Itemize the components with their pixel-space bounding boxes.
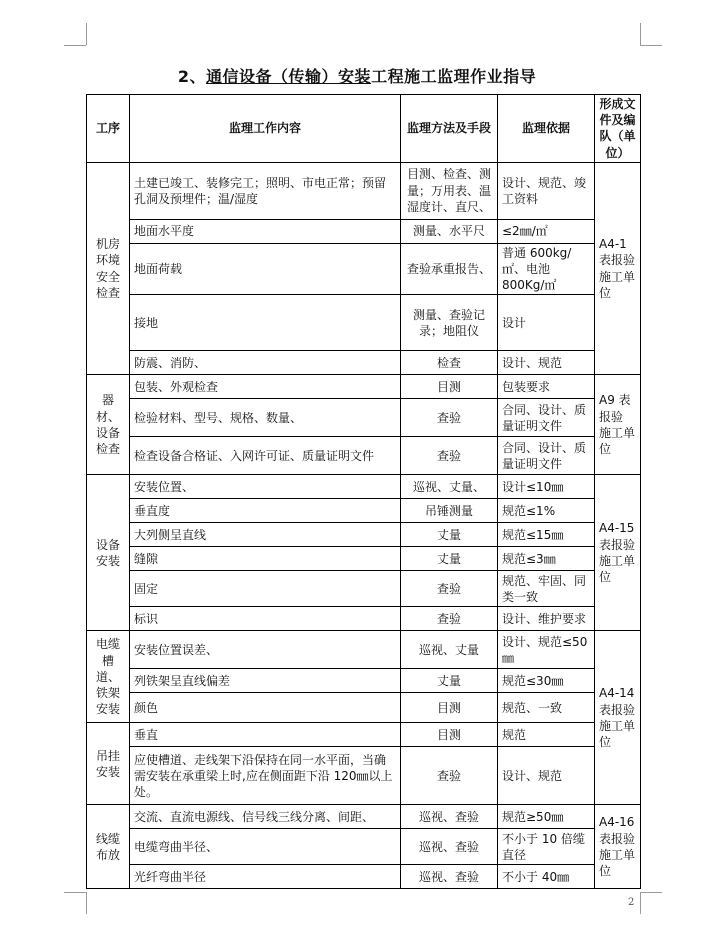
process-cell: 器材、设备检查 bbox=[87, 375, 130, 475]
table-row bbox=[87, 693, 641, 723]
crop-mark bbox=[64, 45, 86, 46]
crop-mark bbox=[640, 892, 641, 914]
content-cell: 大列侧呈直线 bbox=[130, 523, 401, 547]
process-cell: 吊挂安装 bbox=[87, 723, 130, 805]
method-cell: 丈量 bbox=[401, 523, 498, 547]
title-underlined: 通信设备（传输）安装 bbox=[206, 67, 372, 86]
method-cell: 测量、查验记录；地阻仪 bbox=[401, 295, 498, 351]
header-row bbox=[87, 95, 641, 163]
basis-cell: 规范 bbox=[498, 723, 595, 747]
content-cell: 包装、外观检查 bbox=[130, 375, 401, 399]
crop-mark bbox=[640, 23, 641, 45]
basis-cell: 规范≤30㎜ bbox=[498, 669, 595, 693]
method-cell: 目测 bbox=[401, 375, 498, 399]
method-cell: 巡视、查验 bbox=[401, 865, 498, 889]
method-cell: 巡视、丈量、 bbox=[401, 475, 498, 499]
content-cell: 应使槽道、走线架下沿保持在同一水平面，当确需安装在承重梁上时,应在侧面距下沿 120㎜以上处。 bbox=[130, 747, 401, 805]
basis-cell: 合同、设计、质量证明文件 bbox=[498, 399, 595, 437]
basis-cell: ≤2㎜/㎡ bbox=[498, 219, 595, 243]
method-cell: 查验 bbox=[401, 571, 498, 607]
table-row bbox=[87, 351, 641, 375]
crop-mark bbox=[86, 892, 87, 914]
basis-cell: 设计、维护要求 bbox=[498, 607, 595, 631]
basis-cell: 设计、规范 bbox=[498, 351, 595, 375]
content-cell: 电缆弯曲半径、 bbox=[130, 829, 401, 865]
content-cell: 防震、消防、 bbox=[130, 351, 401, 375]
table-row bbox=[87, 829, 641, 865]
table-row bbox=[87, 219, 641, 243]
form-cell: A9 表报验 施工单位 bbox=[595, 375, 641, 475]
method-cell: 查验 bbox=[401, 607, 498, 631]
table-row bbox=[87, 865, 641, 889]
table-row bbox=[87, 571, 641, 607]
header-process: 工序 bbox=[87, 95, 130, 163]
basis-cell: 普通 600kg/㎡、电池 800Kg/㎡ bbox=[498, 243, 595, 295]
basis-cell: 规范≥50㎜ bbox=[498, 805, 595, 829]
content-cell: 安装位置误差、 bbox=[130, 631, 401, 669]
content-cell: 光纤弯曲半径 bbox=[130, 865, 401, 889]
basis-cell: 规范、一致 bbox=[498, 693, 595, 723]
table-row bbox=[87, 723, 641, 747]
process-cell: 线缆布放 bbox=[87, 805, 130, 889]
form-cell: A4-16 表报验 施工单位 bbox=[595, 805, 641, 889]
basis-cell: 规范≤15㎜ bbox=[498, 523, 595, 547]
table-row bbox=[87, 523, 641, 547]
method-cell: 丈量 bbox=[401, 547, 498, 571]
header-form: 形成文件及编队（单位） bbox=[595, 95, 641, 163]
basis-cell: 设计、规范≤50㎜ bbox=[498, 631, 595, 669]
method-cell: 巡视、查验 bbox=[401, 829, 498, 865]
table-row bbox=[87, 162, 641, 219]
table-row bbox=[87, 295, 641, 351]
supervision-table bbox=[86, 94, 648, 889]
basis-cell: 设计、规范 bbox=[498, 747, 595, 805]
content-cell: 接地 bbox=[130, 295, 401, 351]
method-cell: 巡视、丈量 bbox=[401, 631, 498, 669]
content-cell: 颜色 bbox=[130, 693, 401, 723]
basis-cell: 合同、设计、质量证明文件 bbox=[498, 437, 595, 475]
process-cell: 设备安装 bbox=[87, 475, 130, 631]
method-cell: 吊锤测量 bbox=[401, 499, 498, 523]
content-cell: 地面荷载 bbox=[130, 243, 401, 295]
table-row bbox=[87, 547, 641, 571]
content-cell: 安装位置、 bbox=[130, 475, 401, 499]
process-cell: 电缆槽道、铁架安装 bbox=[87, 631, 130, 723]
basis-cell: 包装要求 bbox=[498, 375, 595, 399]
content-cell: 垂直度 bbox=[130, 499, 401, 523]
crop-mark bbox=[64, 892, 86, 893]
process-cell: 机房环境安全检查 bbox=[87, 162, 130, 375]
method-cell: 目测 bbox=[401, 723, 498, 747]
basis-cell: 设计、规范、竣工资料 bbox=[498, 162, 595, 219]
title-prefix: 2、 bbox=[177, 67, 207, 86]
form-cell: A4-14 表报验 施工单位 bbox=[595, 631, 641, 805]
form-cell: A4-15 表报验 施工单位 bbox=[595, 475, 641, 631]
page-number: 2 bbox=[628, 897, 635, 908]
table-row bbox=[87, 243, 641, 295]
crop-mark bbox=[640, 45, 662, 46]
table-row bbox=[87, 747, 641, 805]
header-method: 监理方法及手段 bbox=[401, 95, 498, 163]
method-cell: 查验 bbox=[401, 437, 498, 475]
basis-cell: 不小于 10 倍缆直径 bbox=[498, 829, 595, 865]
content-cell: 缝隙 bbox=[130, 547, 401, 571]
content-cell: 检验材料、型号、规格、数量、 bbox=[130, 399, 401, 437]
table-row bbox=[87, 631, 641, 669]
method-cell: 巡视、查验 bbox=[401, 805, 498, 829]
content-cell: 地面水平度 bbox=[130, 219, 401, 243]
table-row bbox=[87, 805, 641, 829]
crop-mark bbox=[640, 892, 662, 893]
basis-cell: 规范≤3㎜ bbox=[498, 547, 595, 571]
method-cell: 检查 bbox=[401, 351, 498, 375]
content-cell: 土建已竣工、装修完工；照明、市电正常；预留孔洞及预埋件；温/湿度 bbox=[130, 162, 401, 219]
basis-cell: 规范、牢固、同类一致 bbox=[498, 571, 595, 607]
table-row bbox=[87, 399, 641, 437]
crop-mark bbox=[86, 23, 87, 45]
form-cell: A4-1 表报验 施工单位 bbox=[595, 162, 641, 375]
content-cell: 固定 bbox=[130, 571, 401, 607]
method-cell: 目测 bbox=[401, 693, 498, 723]
content-cell: 交流、直流电源线、信号线三线分离、间距、 bbox=[130, 805, 401, 829]
method-cell: 测量、水平尺 bbox=[401, 219, 498, 243]
basis-cell: 不小于 40㎜ bbox=[498, 865, 595, 889]
table-row bbox=[87, 437, 641, 475]
basis-cell: 设计 bbox=[498, 295, 595, 351]
table-row bbox=[87, 499, 641, 523]
table-row bbox=[87, 607, 641, 631]
header-content: 监理工作内容 bbox=[130, 95, 401, 163]
content-cell: 检查设备合格证、入网许可证、质量证明文件 bbox=[130, 437, 401, 475]
table-row bbox=[87, 375, 641, 399]
method-cell: 查验 bbox=[401, 399, 498, 437]
page-title bbox=[0, 64, 714, 87]
basis-cell: 设计≤10㎜ bbox=[498, 475, 595, 499]
method-cell: 查验 bbox=[401, 747, 498, 805]
basis-cell: 规范≤1% bbox=[498, 499, 595, 523]
method-cell: 查验承重报告、 bbox=[401, 243, 498, 295]
title-suffix: 工程施工监理作业指导 bbox=[371, 67, 537, 86]
content-cell: 垂直 bbox=[130, 723, 401, 747]
method-cell: 目测、检查、测量；万用表、温湿度计、直尺、 bbox=[401, 162, 498, 219]
method-cell: 丈量 bbox=[401, 669, 498, 693]
header-basis: 监理依据 bbox=[498, 95, 595, 163]
content-cell: 标识 bbox=[130, 607, 401, 631]
table-row bbox=[87, 475, 641, 499]
content-cell: 列铁架呈直线偏差 bbox=[130, 669, 401, 693]
table-row bbox=[87, 669, 641, 693]
